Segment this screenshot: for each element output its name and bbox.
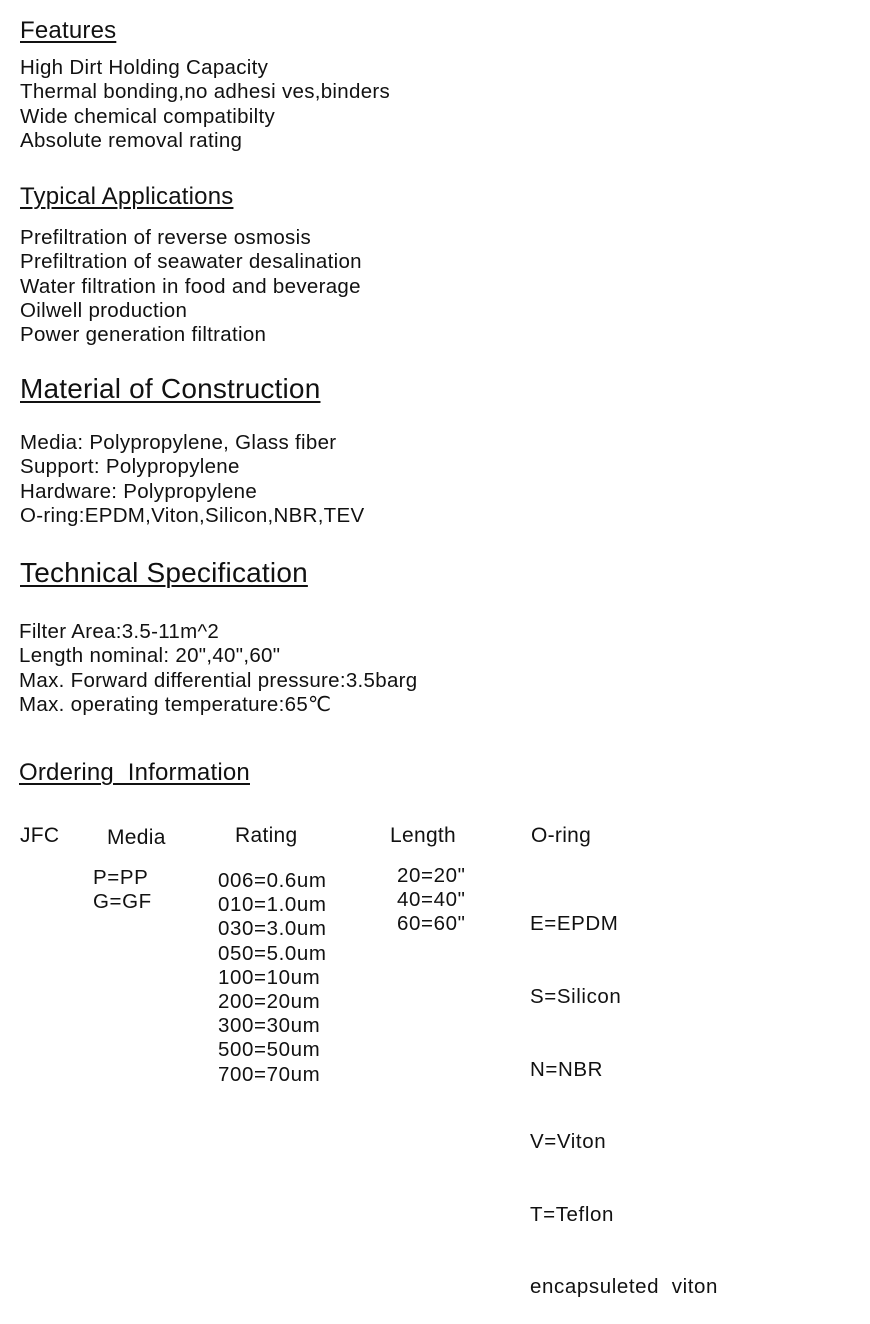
ordering-heading: Ordering Information — [19, 759, 250, 786]
ordering-media-header: Media — [107, 826, 166, 849]
list-item: Max. operating temperature:65℃ — [19, 692, 332, 716]
list-item: 100=10um — [218, 965, 321, 989]
technical-heading: Technical Specification — [20, 557, 308, 588]
list-item: 700=70um — [218, 1062, 321, 1086]
list-item: 010=1.0um — [218, 893, 327, 917]
list-item: Thermal bonding,no adhesi ves,binders — [20, 80, 391, 104]
list-item: V=Viton — [530, 1130, 607, 1154]
oring-options-list — [530, 864, 718, 1324]
list-item: Max. Forward differential pressure:3.5barg — [19, 668, 418, 692]
list-item: Media: Polypropylene, Glass fiber — [20, 431, 337, 454]
applications-heading: Typical Applications — [20, 183, 234, 210]
list-item: 050=5.0um — [218, 941, 327, 965]
list-item: High Dirt Holding Capacity — [20, 56, 269, 79]
list-item: 20=20" — [397, 864, 466, 887]
list-item: S=Silicon — [530, 985, 622, 1009]
features-heading: Features — [20, 17, 117, 44]
list-item: Hardware: Polypropylene — [20, 479, 258, 503]
list-item: T=Teflon — [530, 1202, 614, 1226]
list-item: G=GF — [93, 890, 152, 914]
materials-heading: Material of Construction — [20, 373, 321, 404]
length-options-list — [397, 864, 465, 937]
rating-options-list — [218, 869, 327, 1087]
list-item: 030=3.0um — [218, 917, 327, 941]
list-item: 60=60" — [397, 912, 466, 936]
list-item: Length nominal: 20",40",60" — [19, 644, 281, 668]
applications-list — [20, 226, 362, 347]
list-item: N=NBR — [530, 1057, 604, 1081]
ordering-prefix-label: JFC — [20, 824, 60, 847]
list-item: P=PP — [93, 866, 149, 889]
list-item: 40=40" — [397, 888, 466, 912]
ordering-rating-header: Rating — [235, 824, 298, 847]
list-item: Oilwell production — [20, 298, 188, 322]
list-item: 500=50um — [218, 1038, 321, 1062]
technical-list — [19, 620, 418, 717]
list-item: Prefiltration of seawater desalination — [20, 250, 362, 274]
list-item: Prefiltration of reverse osmosis — [20, 226, 312, 249]
media-options-list — [93, 866, 152, 914]
list-item: 300=30um — [218, 1014, 321, 1038]
ordering-length-header: Length — [390, 824, 457, 847]
list-item: Wide chemical compatibilty — [20, 104, 276, 128]
list-item: Filter Area:3.5-11m^2 — [19, 620, 220, 643]
list-item: 006=0.6um — [218, 869, 327, 892]
list-item: O-ring:EPDM,Viton,Silicon,NBR,TEV — [20, 503, 365, 527]
materials-list — [20, 431, 364, 528]
ordering-oring-header: O-ring — [531, 824, 592, 847]
features-list — [20, 56, 390, 153]
list-item: Support: Polypropylene — [20, 455, 240, 479]
list-item: Water filtration in food and beverage — [20, 274, 361, 298]
list-item: E=EPDM — [530, 912, 619, 936]
list-item: 200=20um — [218, 990, 321, 1014]
list-item: Absolute removal rating — [20, 128, 243, 152]
list-item: encapsuleted viton — [530, 1275, 719, 1299]
list-item: Power generation filtration — [20, 323, 267, 347]
